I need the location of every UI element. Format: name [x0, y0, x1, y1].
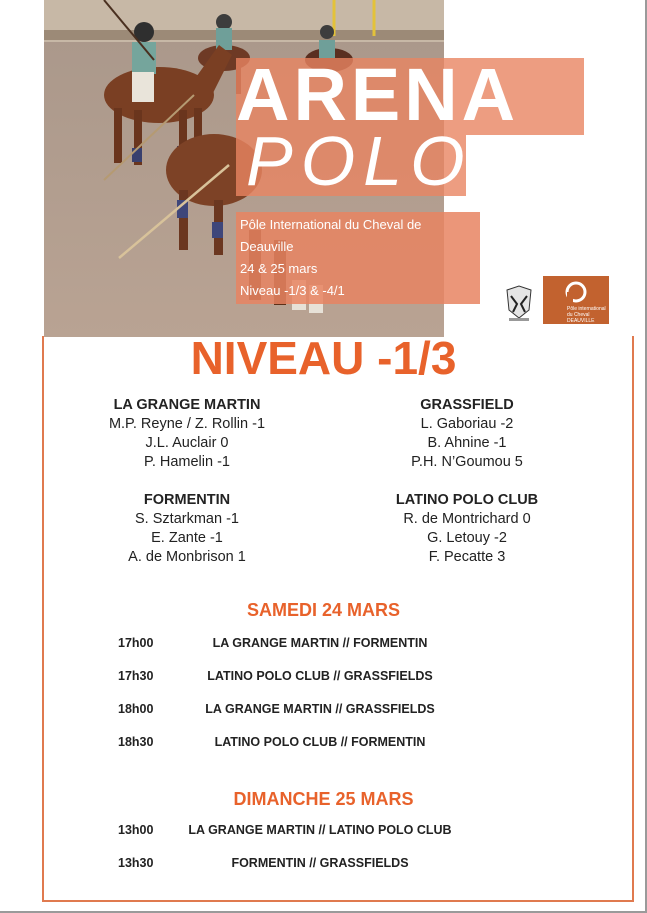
team-name: GRASSFIELD — [420, 397, 514, 413]
match-teams: LA GRANGE MARTIN // LATINO POLO CLUB — [188, 823, 452, 837]
event-title-arena: ARENA — [236, 53, 520, 136]
level-title: NIVEAU -1/3 — [190, 332, 457, 384]
team-player: L. Gaboriau -2 — [420, 416, 514, 432]
team-name: LA GRANGE MARTIN — [113, 397, 261, 413]
team-player: A. de Monbrison 1 — [128, 549, 246, 565]
match-row — [0, 823, 647, 843]
event-title-polo: POLO — [246, 122, 473, 200]
dates-text: 24 & 25 mars — [240, 261, 318, 276]
match-time: 13h00 — [118, 823, 154, 837]
team-player: E. Zante -1 — [151, 530, 223, 546]
team-card — [77, 396, 297, 472]
team-player: S. Sztarkman -1 — [135, 511, 239, 527]
pole-international-logo — [543, 276, 609, 324]
day-heading-sunday: DIMANCHE 25 MARS — [233, 789, 414, 809]
levels-text: Niveau -1/3 & -4/1 — [240, 283, 345, 298]
match-teams: LA GRANGE MARTIN // FORMENTIN — [212, 636, 428, 650]
team-player: F. Pecatte 3 — [428, 549, 506, 565]
team-player: M.P. Reyne / Z. Rollin -1 — [108, 416, 266, 432]
team-player: P. Hamelin -1 — [144, 454, 230, 470]
match-time: 17h30 — [118, 669, 154, 683]
match-teams: FORMENTIN // GRASSFIELDS — [231, 856, 409, 870]
team-player: P.H. N’Goumou 5 — [411, 454, 523, 470]
match-teams: LA GRANGE MARTIN // GRASSFIELDS — [205, 702, 435, 716]
match-row — [0, 735, 647, 755]
team-player: G. Letouy -2 — [427, 530, 507, 546]
venue-text: Pôle International du Cheval de Deauville — [240, 217, 422, 254]
match-time: 13h30 — [118, 856, 154, 870]
match-row — [0, 636, 647, 656]
match-row — [0, 669, 647, 689]
match-time: 18h00 — [118, 702, 154, 716]
team-player: R. de Montrichard 0 — [403, 511, 531, 527]
match-teams: LATINO POLO CLUB // GRASSFIELDS — [207, 669, 433, 683]
event-info-block — [236, 212, 480, 304]
team-card — [77, 491, 297, 567]
match-time: 18h30 — [118, 735, 154, 749]
team-card — [357, 491, 577, 567]
club-crest-logo — [501, 284, 537, 324]
match-row — [0, 856, 647, 876]
team-name: LATINO POLO CLUB — [395, 492, 539, 508]
team-name: FORMENTIN — [143, 492, 231, 508]
match-time: 17h00 — [118, 636, 154, 650]
team-card — [357, 396, 577, 472]
match-teams: LATINO POLO CLUB // FORMENTIN — [214, 735, 426, 749]
team-player: B. Ahnine -1 — [427, 435, 507, 451]
day-heading-saturday: SAMEDI 24 MARS — [246, 600, 401, 620]
pole-logo-text: Pôle international du Cheval DEAUVILLE — [567, 306, 606, 324]
team-player: J.L. Auclair 0 — [145, 435, 229, 451]
match-row — [0, 702, 647, 722]
